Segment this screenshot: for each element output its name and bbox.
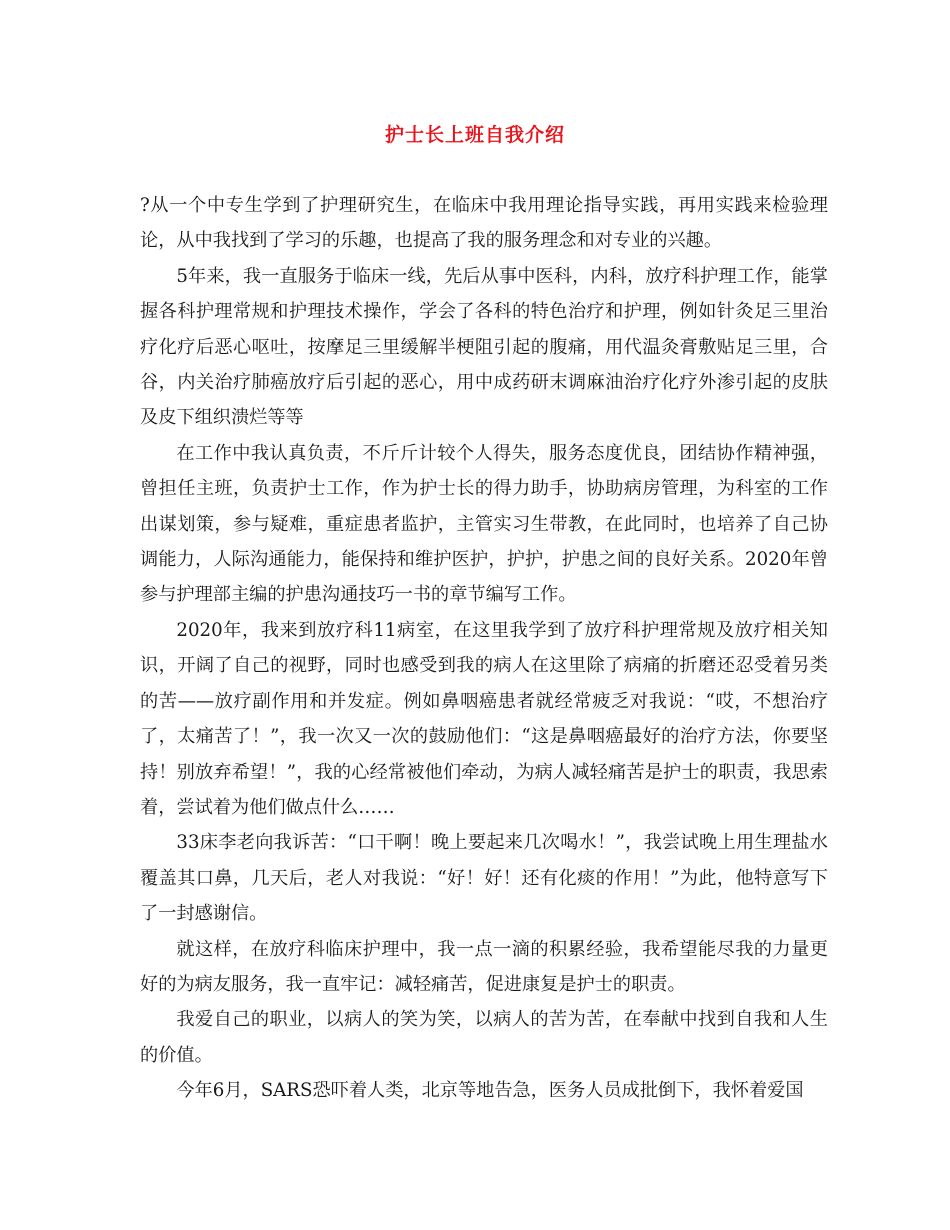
paragraph-experience-accumulation: 就这样，在放疗科临床护理中，我一点一滴的积累经验，我希望能尽我的力量更好的为病友服务，我一直牢记：减轻痛苦，促进康复是护士的职责。 (140, 938, 828, 995)
paragraph-clinical-experience: 5年来，我一直服务于临床一线，先后从事中医科，内科，放疗科护理工作，能掌握各科护理常规和护理技术操作，学会了各科的特色治疗和护理，例如针灸足三里治疗化疗后恶心呕吐，按摩足三里缓解半梗阻引起的腹痛，用代温灸膏敷贴足三里，合谷，内关治疗肺癌放疗后引起的恶心，用中成药研末调麻油治疗化疗外渗引起的皮肤及皮下组织溃烂等等 (140, 265, 828, 429)
paragraph-love-of-profession: 我爱自己的职业，以病人的笑为笑，以病人的苦为苦，在奉献中找到自我和人生的价值。 (140, 1009, 828, 1066)
document-title: 护士长上班自我介绍 (384, 124, 565, 146)
paragraph-patient-story: 33床李老向我诉苦：“口干啊！晚上要起来几次喝水！”，我尝试晚上用生理盐水覆盖其口鼻，几天后，老人对我说：“好！好！还有化痰的作用！”为此，他特意写下了一封感谢信。 (140, 832, 828, 925)
paragraph-intro: ?从一个中专生学到了护理研究生，在临床中我用理论指导实践，再用实践来检验理论，从中我找到了学习的乐趣，也提高了我的服务理念和对专业的兴趣。 (140, 195, 828, 252)
document-body (140, 188, 828, 1109)
paragraph-work-attitude: 在工作中我认真负责，不斤斤计较个人得失，服务态度优良，团结协作精神强，曾担任主班，负责护士工作，作为护士长的得力助手，协助病房管理，为科室的工作出谋划策，参与疑难，重症患者监护，主管实习生带教，在此同时，也培养了自己协调能力，人际沟通能力，能保持和维护医护，护护，护患之间的良好关系。2020年曾参与护理部主编的护患沟通技巧一书的章节编写工作。 (140, 442, 828, 606)
paragraph-radiotherapy-ward: 2020年，我来到放疗科11病室，在这里我学到了放疗科护理常规及放疗相关知识，开阔了自己的视野，同时也感受到我的病人在这里除了病痛的折磨还忍受着另类的苦——放疗副作用和并发症。例如鼻咽癌患者就经常疲乏对我说：“哎，不想治疗了，太痛苦了！”，我一次又一次的鼓励他们：“这是鼻咽癌最好的治疗方法，你要坚持！别放弃希望！”，我的心经常被他们牵动，为病人减轻痛苦是护士的职责，我思索着，尝试着为他们做点什么…… (140, 619, 828, 818)
paragraph-sars: 今年6月，SARS恐吓着人类，北京等地告急，医务人员成批倒下，我怀着爱国 (176, 1080, 804, 1102)
